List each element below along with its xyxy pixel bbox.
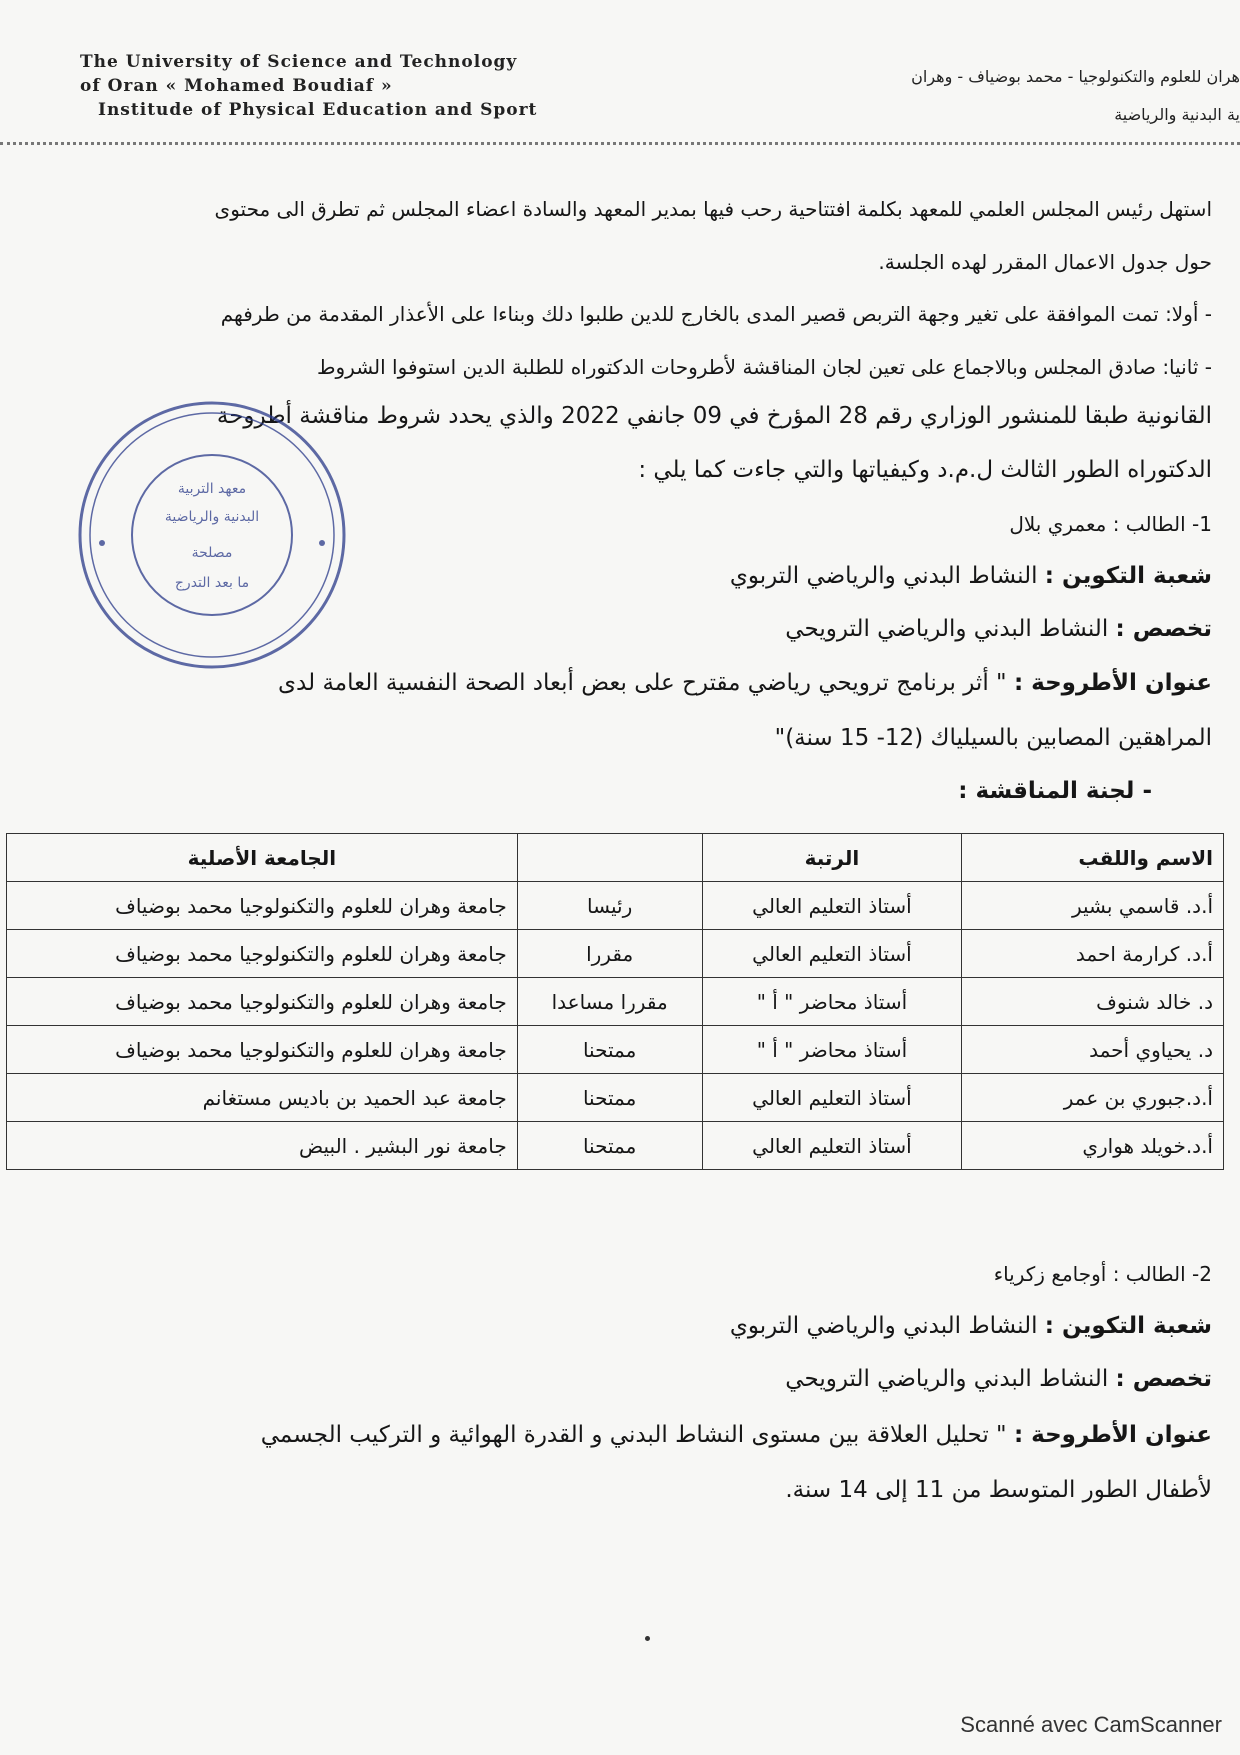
cell-name: د. خالد شنوف (962, 978, 1224, 1026)
stamp-line-4: ما بعد التدرج (174, 575, 250, 591)
student-1-branch (730, 563, 1212, 589)
header-rank: الرتبة (702, 834, 962, 882)
official-stamp (72, 395, 352, 675)
specialty-value: النشاط البدني والرياضي الترويحي (785, 1366, 1109, 1392)
header-en-line-3: Institude of Physical Education and Sport (98, 100, 538, 120)
cell-university: جامعة وهران للعلوم والتكنولوجيا محمد بوضياف (7, 1026, 518, 1074)
table-row (7, 978, 1224, 1026)
cell-name: د. يحياوي أحمد (962, 1026, 1224, 1074)
cell-rank: أستاذ محاضر " أ " (702, 1026, 962, 1074)
cell-role: ممتحنا (517, 1026, 702, 1074)
cell-university: جامعة عبد الحميد بن باديس مستغانم (7, 1074, 518, 1122)
scanner-watermark: Scanné avec CamScanner (960, 1712, 1222, 1737)
student-2-branch (730, 1313, 1212, 1339)
cell-role: ممتحنا (517, 1074, 702, 1122)
branch-label: شعبة التكوين : (1044, 1313, 1212, 1339)
cell-rank: أستاذ التعليم العالي (702, 882, 962, 930)
cell-name: أ.د. قاسمي بشير (962, 882, 1224, 930)
thesis-label: عنوان الأطروحة : (1013, 1422, 1212, 1448)
cell-role: ممتحنا (517, 1122, 702, 1170)
jury-table (6, 833, 1224, 1170)
branch-value: النشاط البدني والرياضي التربوي (729, 563, 1038, 589)
stray-dot (645, 1636, 650, 1641)
table-row (7, 1026, 1224, 1074)
header-name: الاسم واللقب (962, 834, 1224, 882)
table-header-row (7, 834, 1224, 882)
thesis-label: عنوان الأطروحة : (1013, 670, 1212, 696)
stamp-line-3: مصلحة (191, 545, 233, 561)
cell-role: مقررا مساعدا (517, 978, 702, 1026)
student-2-thesis (261, 1422, 1212, 1448)
student-2-specialty (785, 1366, 1212, 1392)
student-2-name: 2- الطالب : أوجامع زكرياء (993, 1262, 1212, 1286)
cell-university: جامعة نور البشير . البيض (7, 1122, 518, 1170)
table-row (7, 930, 1224, 978)
header-role (517, 834, 702, 882)
cell-role: مقررا (517, 930, 702, 978)
stamp-line-2: البدنية والرياضية (164, 509, 260, 525)
cell-name: أ.د. كرارمة احمد (962, 930, 1224, 978)
header-ar-line-1: هران للعلوم والتكنولوجيا - محمد بوضياف - وهران (911, 67, 1240, 86)
cell-university: جامعة وهران للعلوم والتكنولوجيا محمد بوضياف (7, 930, 518, 978)
student-2-thesis-line-2: لأطفال الطور المتوسط من 11 إلى 14 سنة. (785, 1477, 1212, 1503)
committee-heading: - لجنة المناقشة : (958, 778, 1152, 804)
specialty-label: تخصص : (1115, 616, 1212, 642)
header-en-line-2: of Oran « Mohamed Boudiaf » (80, 76, 393, 96)
cell-name: أ.د.خويلد هواري (962, 1122, 1224, 1170)
table-row (7, 1074, 1224, 1122)
cell-rank: أستاذ التعليم العالي (702, 1122, 962, 1170)
cell-name: أ.د.جبوري بن عمر (962, 1074, 1224, 1122)
cell-university: جامعة وهران للعلوم والتكنولوجيا محمد بوضياف (7, 978, 518, 1026)
thesis-line-1: " أثر برنامج ترويحي رياضي مقترح على بعض أبعاد الصحة النفسية العامة لدى (278, 670, 1007, 696)
specialty-value: النشاط البدني والرياضي الترويحي (785, 616, 1109, 642)
item-1: - أولا: تمت الموافقة على تغير وجهة التربص قصير المدى بالخارج للدين طلبوا دلك وبناءا على الأعذار المقدمة من طرفهم (220, 302, 1212, 326)
cell-rank: أستاذ التعليم العالي (702, 930, 962, 978)
cell-rank: أستاذ التعليم العالي (702, 1074, 962, 1122)
intro-line-2: حول جدول الاعمال المقرر لهده الجلسة. (878, 250, 1212, 274)
student-1-thesis (278, 670, 1212, 696)
header-en-line-1: The University of Science and Technology (80, 52, 518, 72)
branch-value: النشاط البدني والرياضي التربوي (729, 1313, 1038, 1339)
stamp-line-1: معهد التربية (177, 481, 247, 497)
specialty-label: تخصص : (1115, 1366, 1212, 1392)
cell-role: رئيسا (517, 882, 702, 930)
cell-rank: أستاذ محاضر " أ " (702, 978, 962, 1026)
branch-label: شعبة التكوين : (1044, 563, 1212, 589)
header-university: الجامعة الأصلية (7, 834, 518, 882)
thesis-line-1: " تحليل العلاقة بين مستوى النشاط البدني و القدرة الهوائية و التركيب الجسمي (260, 1422, 1007, 1448)
student-1-specialty (785, 616, 1212, 642)
table-row (7, 882, 1224, 930)
header-ar-line-2: ية البدنية والرياضية (1114, 105, 1240, 124)
student-1-thesis-line-2: المراهقين المصابين بالسيلياك (12- 15 سنة)" (774, 725, 1212, 751)
cell-university: جامعة وهران للعلوم والتكنولوجيا محمد بوضياف (7, 882, 518, 930)
student-1-name: 1- الطالب : معمري بلال (1009, 512, 1212, 536)
item-2-continued-2: الدكتوراه الطور الثالث ل.م.د وكيفياتها والتي جاءت كما يلي : (638, 457, 1212, 483)
intro-line-1: استهل رئيس المجلس العلمي للمعهد بكلمة افتتاحية رحب فيها بمدير المعهد والسادة اعضاء المجلس ثم تطرق الى محتوى (214, 197, 1212, 221)
item-2: - ثانيا: صادق المجلس وبالاجماع على تعين لجان المناقشة لأطروحات الدكتوراه للطلبة الدين استوفوا الشروط (317, 355, 1212, 379)
item-2-continued-1: القانونية طبقا للمنشور الوزاري رقم 28 المؤرخ في 09 جانفي 2022 والذي يحدد شروط مناقشة أطروحة (216, 403, 1212, 429)
table-row (7, 1122, 1224, 1170)
